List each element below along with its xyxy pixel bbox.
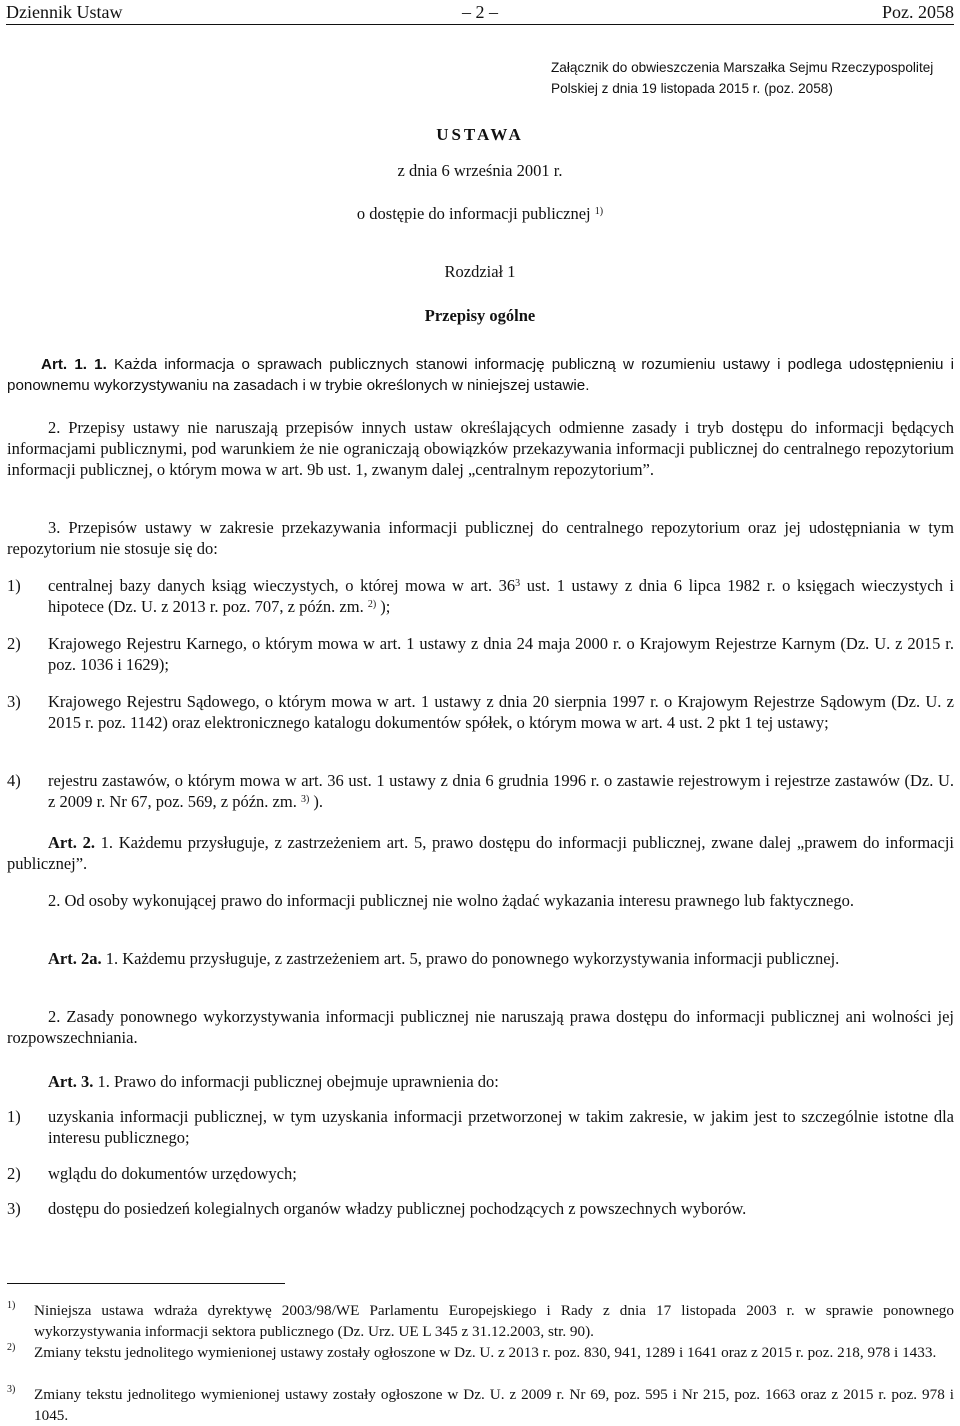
footnote-ref-2: 2) (367, 599, 377, 610)
page-header (0, 0, 960, 26)
chapter-title: Przepisy ogólne (424, 306, 536, 325)
header-divider (6, 24, 954, 25)
art1-para3: 3. Przepisów ustawy w zakresie przekazywania informacji publicznej do centralnego repozytorium oraz jej udostępniania w tym repozytorium nie stosuje się do: (7, 518, 954, 558)
act-subject (0, 203, 960, 224)
page-number: – 2 – (462, 2, 498, 22)
art3-heading: Art. 3. (48, 1072, 94, 1091)
chapter-number: Rozdział 1 (444, 262, 516, 281)
art1-heading: Art. 1. 1. (41, 356, 107, 373)
art1-para1: Art. 1. 1. Każda informacja o sprawach publicznych stanowi informację publiczną w rozumieniu ustawy i podlega udostępnieniu i ponownemu wykorzystywaniu na zasadach i w trybie określonych w niniejszej ustawie. (7, 356, 954, 394)
annex-note: Załącznik do obwieszczenia Marszałka Sejmu Rzeczypospolitej Polskiej z dnia 19 listopada 2015 r. (poz. 2058) (551, 60, 934, 96)
art2a-para2: 2. Zasady ponownego wykorzystywania informacji publicznej nie naruszają prawa dostępu do informacji publicznej ani wolności jej rozpowszechniania. (7, 1007, 954, 1047)
art3-para1: Art. 3. 1. Prawo do informacji publicznej obejmuje uprawnienia do: (48, 1072, 499, 1091)
footnote-ref-1: 1) (594, 206, 604, 217)
act-date: z dnia 6 września 2001 r. (397, 161, 563, 180)
art2-para2: 2. Od osoby wykonującej prawo do informacji publicznej nie wolno żądać wykazania interesu prawnego lub faktycznego. (48, 891, 854, 910)
art1-para2: 2. Przepisy ustawy nie naruszają przepisów innych ustaw określających odmienne zasady i tryb dostępu do informacji będących informacjami publicznymi, pod warunkiem że nie ograniczają obowiązków przekazywania informacji publicznej do centralnego repozytorium informacji publicznej, o którym mowa w art. 9b ust. 1, zwanym dalej „centralnym repozytorium”. (7, 418, 954, 479)
act-subject-text: o dostępie do informacji publicznej (356, 204, 591, 223)
journal-name: Dziennik Ustaw (6, 2, 123, 22)
art2a-heading: Art. 2a. (48, 949, 102, 968)
art2a-para1: Art. 2a. 1. Każdemu przysługuje, z zastrzeżeniem art. 5, prawo do ponownego wykorzystywania informacji publicznej. (48, 949, 840, 968)
footnote-divider (7, 1283, 285, 1284)
art2-para1: Art. 2. 1. Każdemu przysługuje, z zastrzeżeniem art. 5, prawo dostępu do informacji publicznej, zwane dalej „prawem do informacji publicznej”. (7, 833, 955, 873)
art2-heading: Art. 2. (48, 833, 95, 852)
act-title: USTAWA (436, 125, 524, 144)
position-number: Poz. 2058 (882, 2, 954, 22)
footnote-ref-3: 3) (300, 794, 310, 805)
